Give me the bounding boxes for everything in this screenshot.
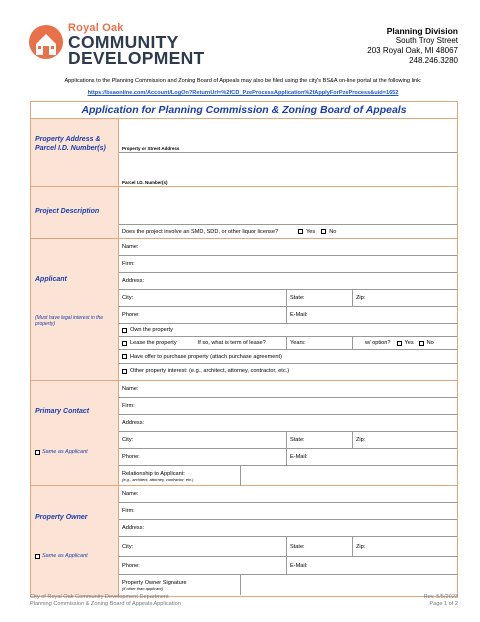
applicant-firm-field[interactable]: Firm: xyxy=(119,256,457,273)
applicant-label: Applicant xyxy=(35,276,67,283)
property-owner-section xyxy=(31,486,457,596)
property-owner-section-label xyxy=(31,486,119,596)
royal-oak-house-logo-icon xyxy=(28,22,64,66)
applicant-city-field[interactable]: City: xyxy=(119,290,287,306)
property-owner-fields xyxy=(119,486,457,596)
liquor-license-row xyxy=(119,225,457,238)
project-description-field[interactable] xyxy=(119,187,457,225)
purchase-offer-option[interactable]: Have offer to purchase property (attach purchase agreement) xyxy=(119,350,457,363)
primary-contact-section xyxy=(31,381,457,486)
lease-years-field[interactable]: Years: xyxy=(287,337,353,349)
contact-firm-field[interactable]: Firm: xyxy=(119,398,457,415)
applicant-section-label xyxy=(31,239,119,380)
checkbox-icon[interactable] xyxy=(419,341,424,346)
property-owner-label: Property Owner xyxy=(35,514,88,521)
portal-link[interactable]: https://bsaonline.com/Account/LogOn?ReturnUrl=%2fCD_PzeProcessApplication%2fApplyForPzeProcess&uid=1652 xyxy=(87,90,399,96)
page-header xyxy=(28,22,458,68)
other-interest-row xyxy=(119,364,457,378)
checkbox-icon[interactable] xyxy=(35,450,40,455)
applicant-phone-field[interactable]: Phone: xyxy=(119,307,287,323)
own-property-row xyxy=(119,324,457,337)
property-section xyxy=(31,119,457,187)
contact-same-as-applicant[interactable]: Same as Applicant xyxy=(35,449,88,455)
contact-city-row xyxy=(119,432,457,449)
owner-phone-field[interactable]: Phone: xyxy=(119,557,287,574)
owner-phone-row xyxy=(119,557,457,575)
property-address-caption: Property or Street Address xyxy=(122,146,180,151)
city-address: 203 Royal Oak, MI 48067 xyxy=(367,46,458,55)
intro-text: Applications to the Planning Commission and Zoning Board of Appeals may also be filed using the city's BS&A on-line portal at the following link: xyxy=(64,78,422,84)
applicant-phone-row xyxy=(119,307,457,324)
applicant-name-field[interactable]: Name: xyxy=(119,239,457,256)
contact-address-field[interactable]: Address: xyxy=(119,415,457,432)
property-label: Property Address & Parcel I.D. Number(s) xyxy=(35,136,106,152)
logo-line-1: COMMUNITY xyxy=(68,32,179,52)
checkbox-icon[interactable] xyxy=(122,328,127,333)
owner-signature-field[interactable]: Property Owner Signature (if other than applicant) xyxy=(119,575,241,595)
project-section xyxy=(31,187,457,239)
logo-top-text: Royal Oak xyxy=(68,22,124,34)
applicant-section xyxy=(31,239,457,381)
primary-contact-label: Primary Contact xyxy=(35,408,90,415)
contact-state-field[interactable]: State: xyxy=(287,432,353,448)
contact-phone-field[interactable]: Phone: xyxy=(119,449,287,465)
application-form xyxy=(30,101,458,597)
owner-city-field[interactable]: City: xyxy=(119,537,287,556)
checkbox-icon[interactable] xyxy=(321,229,326,234)
relationship-row xyxy=(119,466,457,486)
checkbox-icon[interactable] xyxy=(122,354,127,359)
owner-name-field[interactable]: Name: xyxy=(119,486,457,503)
property-address-field[interactable] xyxy=(119,119,457,153)
owner-state-field[interactable]: State: xyxy=(287,537,353,556)
checkbox-icon[interactable] xyxy=(122,369,127,374)
contact-city-field[interactable]: City: xyxy=(119,432,287,448)
lease-term-question: If so, what is term of lease? xyxy=(197,340,266,346)
lease-option-choice: w/ option? Yes No xyxy=(365,340,434,346)
lease-property-row xyxy=(119,337,457,350)
form-title: Application for Planning Commission & Zoning Board of Appeals xyxy=(31,102,457,119)
footer-left: City of Royal Oak Community Development Department Planning Commission & Zoning Board of Appeals Application xyxy=(30,594,181,607)
logo-wordmark xyxy=(68,22,205,66)
owner-firm-field[interactable]: Firm: xyxy=(119,503,457,520)
lease-property-option[interactable]: Lease the property If so, what is term of lease? xyxy=(119,337,287,349)
property-fields xyxy=(119,119,457,186)
applicant-state-field[interactable]: State: xyxy=(287,290,353,306)
primary-contact-section-label xyxy=(31,381,119,485)
primary-contact-fields xyxy=(119,381,457,485)
own-property-option[interactable]: Own the property xyxy=(119,324,457,336)
property-section-label xyxy=(31,119,119,186)
applicant-zip-field[interactable]: Zip: xyxy=(356,295,366,301)
parcel-id-caption: Parcel I.D. Number(s) xyxy=(122,180,168,185)
contact-email-field[interactable]: E-Mail: xyxy=(290,454,308,460)
owner-signature-row xyxy=(119,575,457,595)
applicant-email-field[interactable]: E-Mail: xyxy=(290,312,308,318)
checkbox-icon[interactable] xyxy=(298,229,303,234)
division-name: Planning Division xyxy=(386,26,458,36)
other-interest-option[interactable]: Other property interest: (e.g., architect, attorney, contractor, etc.) xyxy=(119,364,457,378)
project-fields xyxy=(119,187,457,238)
applicant-fields xyxy=(119,239,457,380)
owner-address-field[interactable]: Address: xyxy=(119,520,457,537)
applicant-note: (Must have legal interest in the property) xyxy=(35,315,104,327)
contact-phone-row xyxy=(119,449,457,466)
street-address: South Troy Street xyxy=(395,36,458,45)
contact-zip-field[interactable]: Zip: xyxy=(356,437,366,443)
owner-zip-field[interactable]: Zip: xyxy=(356,543,366,550)
project-section-label xyxy=(31,187,119,238)
owner-city-row xyxy=(119,537,457,557)
footer-right: Rev. 5/5/2023 Page 1 of 2 xyxy=(423,594,458,607)
liquor-no-option[interactable]: No xyxy=(321,229,336,235)
parcel-id-field[interactable] xyxy=(119,153,457,186)
applicant-city-row xyxy=(119,290,457,307)
applicant-address-field[interactable]: Address: xyxy=(119,273,457,290)
checkbox-icon[interactable] xyxy=(35,554,40,559)
checkbox-icon[interactable] xyxy=(122,341,127,346)
liquor-license-question: Does the project involve an SMD, SDD, or other liquor license? xyxy=(122,228,279,235)
division-address xyxy=(367,26,458,66)
contact-name-field[interactable]: Name: xyxy=(119,381,457,398)
owner-email-field[interactable]: E-Mail: xyxy=(290,562,308,569)
logo-line-2: DEVELOPMENT xyxy=(68,48,205,68)
owner-same-as-applicant[interactable]: Same as Applicant xyxy=(35,553,88,559)
phone-number: 248.246.3280 xyxy=(409,56,458,65)
project-label: Project Description xyxy=(35,208,100,215)
checkbox-icon[interactable] xyxy=(397,341,402,346)
purchase-offer-row xyxy=(119,350,457,364)
liquor-yes-option[interactable]: Yes xyxy=(298,229,315,235)
relationship-field[interactable]: Relationship to Applicant: (e.g., architect, attorney, contractor, etc.) xyxy=(119,466,241,486)
